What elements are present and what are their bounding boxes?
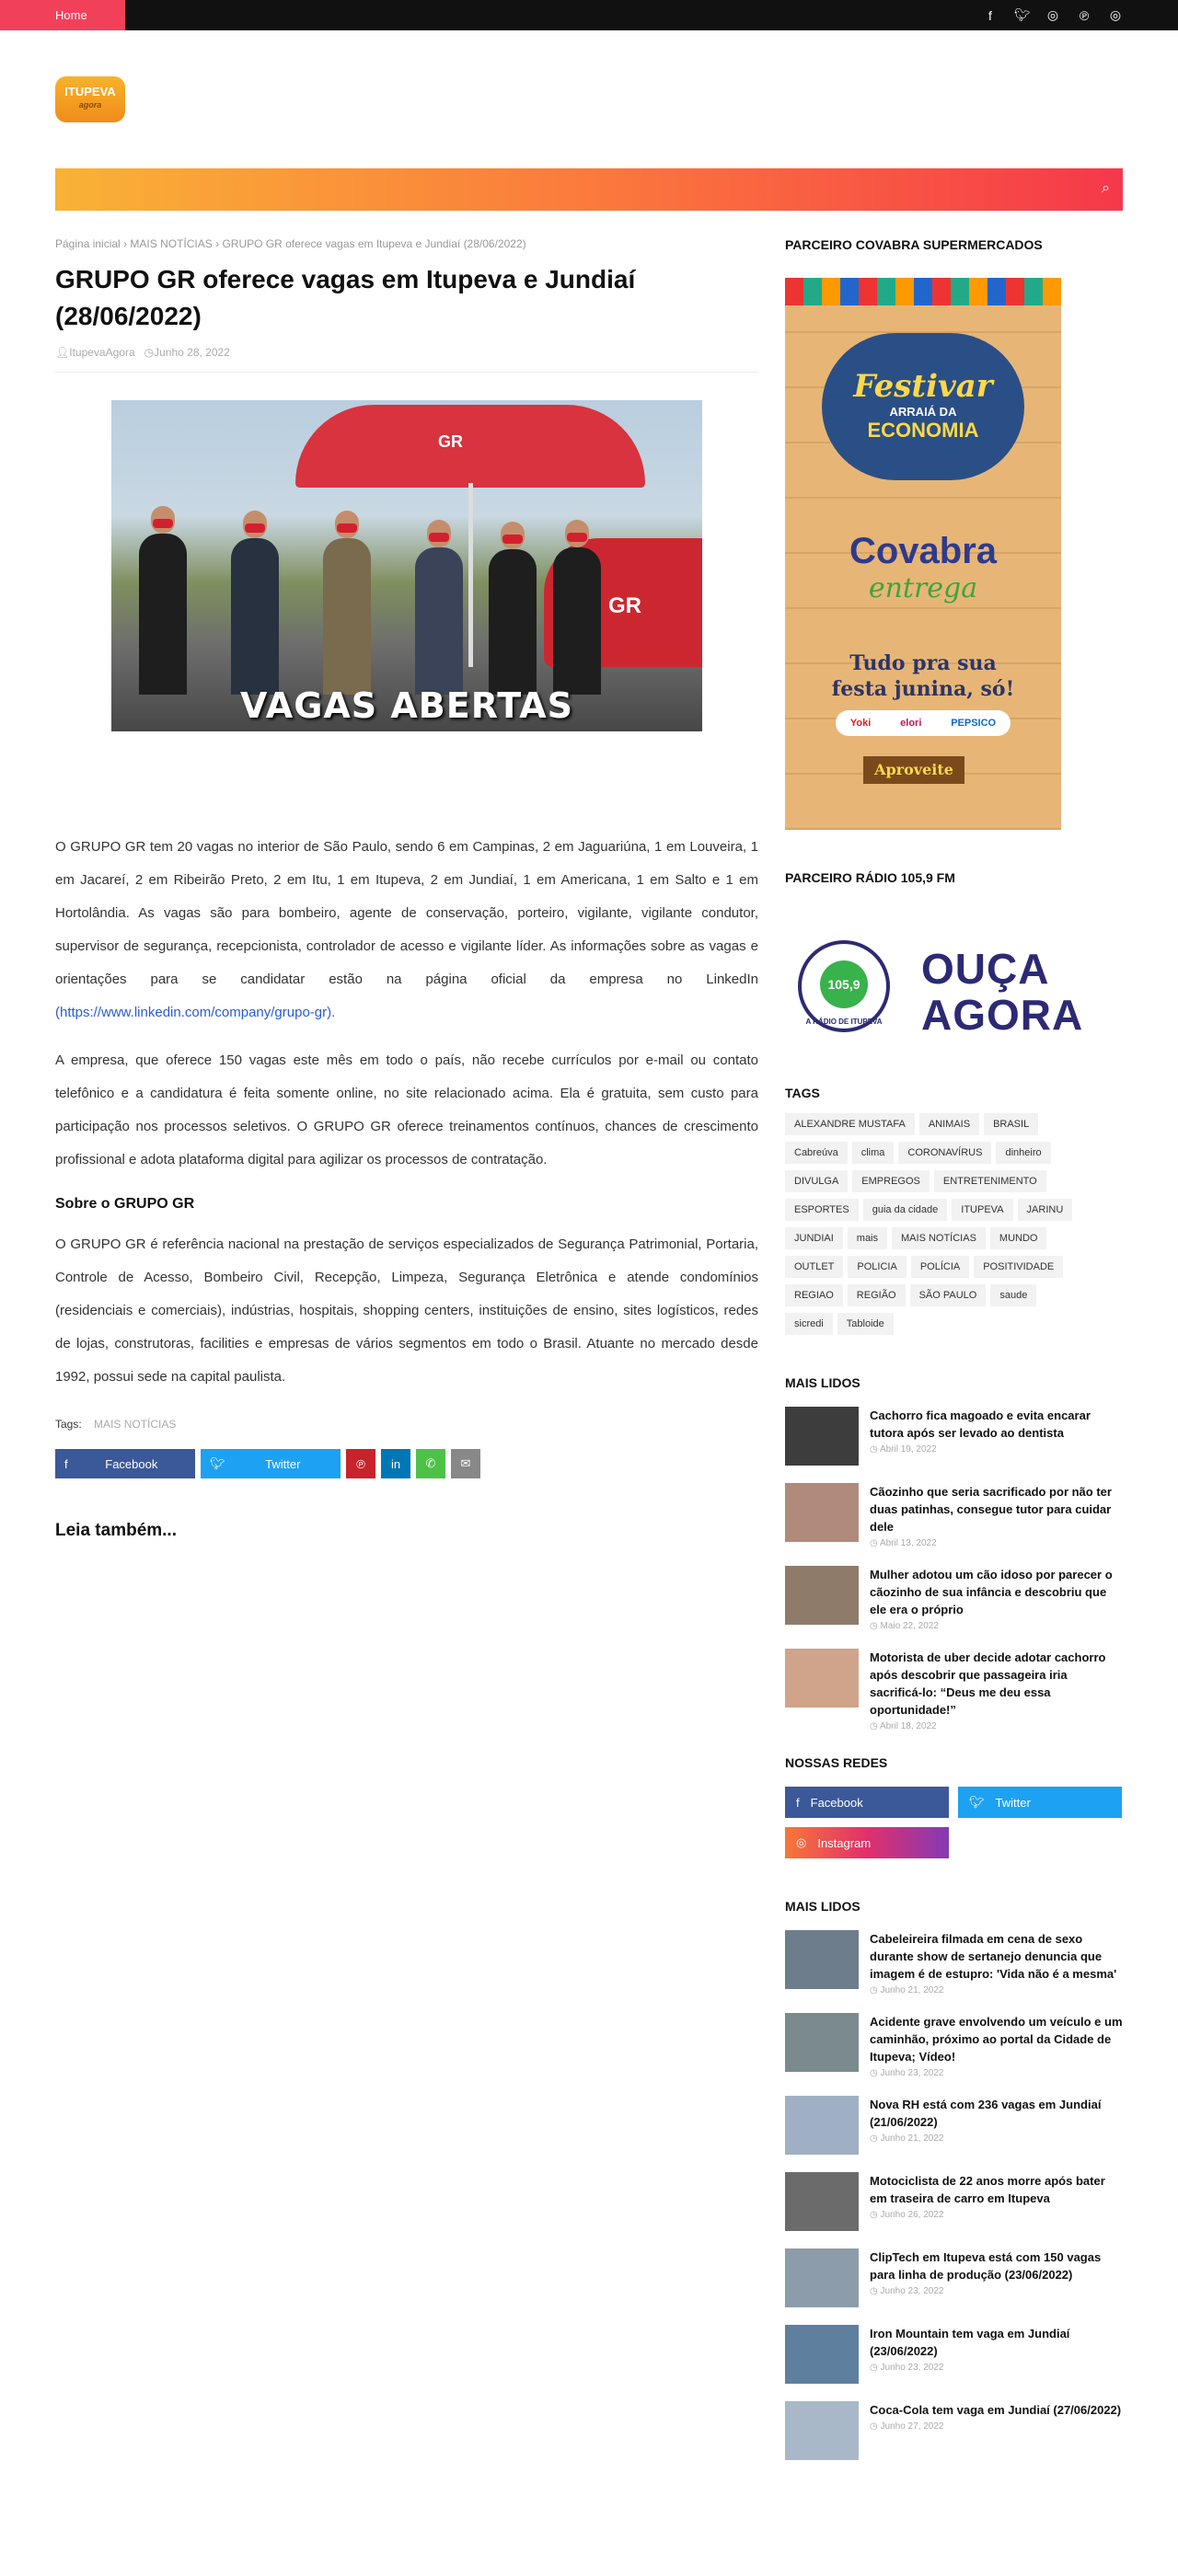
mais-lidos-list — [785, 1407, 1123, 1731]
list-item-title[interactable]: Acidente grave envolvendo um veículo e um caminhão, próximo ao portal da Cidade de Itupeva; Vídeo! — [870, 2015, 1123, 2064]
list-item[interactable] — [785, 1649, 1123, 1731]
sidebar — [785, 237, 1123, 2478]
breadcrumb-current: GRUPO GR oferece vagas em Itupeva e Jundiaí (28/06/2022) — [222, 237, 526, 250]
list-item-date: ◷ Abril 18, 2022 — [870, 1721, 937, 1731]
list-item-date: ◷ Junho 23, 2022 — [870, 2363, 944, 2373]
linkedin-link[interactable]: (https://www.linkedin.com/company/grupo-gr). — [55, 1005, 336, 1020]
logo-line2: agora — [78, 100, 102, 109]
post-thumbnail[interactable] — [785, 2401, 859, 2460]
post-tags — [55, 1418, 758, 1431]
person-figure — [231, 538, 279, 695]
post-tag[interactable]: MAIS NOTÍCIAS — [94, 1418, 177, 1431]
breadcrumb-separator: › — [123, 237, 128, 250]
tag-item[interactable]: EMPREGOS — [852, 1170, 930, 1192]
list-item[interactable] — [785, 1407, 1123, 1466]
article-paragraph: O GRUPO GR é referência nacional na prestação de serviços especializados de Segurança Patrimonial, Portaria, Controle de Acesso, Bombeiro Civil, Recepção, Limpeza, Segurança Eletrônica e atende condomínios (residenciais e comerciais), indústrias, hospitais, shopping centers, instituições de ensino, sites logísticos, redes de lojas, construtoras, facilities e empresas de vários segmentos em todo o Brasil. Atuante no mercado desde 1992, possui sede na capital paulista. — [55, 1236, 758, 1385]
ouca-line2: AGORA — [921, 991, 1084, 1039]
post-thumbnail[interactable] — [785, 1407, 859, 1466]
instagram-icon: ◎ — [796, 1835, 807, 1849]
top-bar — [0, 0, 1178, 30]
bunting-decoration — [785, 278, 1061, 305]
nossas-redes-buttons — [785, 1787, 1123, 1858]
brand-yoki: Yoki — [849, 718, 872, 729]
instagram-icon[interactable]: ◎ — [1046, 7, 1059, 22]
tag-item[interactable]: OUTLET — [785, 1256, 843, 1278]
list-item-date-text: Junho 26, 2022 — [880, 2210, 944, 2220]
list-item[interactable] — [785, 2401, 1123, 2460]
author[interactable] — [55, 346, 135, 359]
brand-elori: elori — [900, 718, 922, 729]
share-bar — [55, 1449, 758, 1478]
tudo-line1: Tudo pra sua — [849, 651, 997, 675]
linkedin-icon: in — [390, 1456, 401, 1471]
covabra-text: Covabra — [849, 531, 998, 571]
search-icon[interactable]: ⌕ — [1102, 180, 1110, 196]
user-icon: 👤︎ — [55, 346, 70, 359]
brand-pepsico: PEPSICO — [951, 718, 997, 729]
home-link[interactable]: Home — [0, 0, 120, 30]
list-item[interactable] — [785, 2172, 1123, 2231]
tag-item[interactable]: REGIAO — [785, 1284, 843, 1306]
article-paragraph: A empresa, que oferece 150 vagas este mês em todo o país, não recebe currículos por e-mail ou contato telefônico e a candidatura é feita somente online, no site relacionado acima. Ela é gratuita, sem custo para participação nos processos seletivos. O GRUPO GR oferece treinamentos contínuos, chances de crescimento profissional e adota plataforma digital para agilizar os processos de contratação. — [55, 1052, 758, 1167]
tag-item[interactable]: Tabloide — [837, 1313, 894, 1335]
tag-item[interactable]: ANIMAIS — [919, 1113, 979, 1135]
list-item-date-text: Junho 21, 2022 — [880, 1985, 944, 1995]
radio-ad-banner[interactable] — [785, 926, 1123, 1045]
list-item-title[interactable]: Cachorro fica magoado e evita encarar tutora após ser levado ao dentista — [870, 1409, 1091, 1440]
breadcrumb-separator: › — [215, 237, 220, 250]
twitter-follow-label: Twitter — [995, 1795, 1031, 1810]
list-item[interactable] — [785, 1483, 1123, 1548]
list-item-date: ◷ Junho 21, 2022 — [870, 2133, 944, 2144]
post-date-text: Junho 28, 2022 — [154, 346, 230, 359]
tag-item[interactable]: saude — [990, 1284, 1036, 1306]
person-figure — [489, 549, 537, 695]
list-item-date-text: Junho 23, 2022 — [880, 2363, 944, 2373]
twitter-icon[interactable]: 🐦︎ — [1014, 7, 1031, 22]
home-notch — [120, 0, 125, 30]
share-linkedin-button[interactable] — [381, 1449, 410, 1478]
hero-image — [111, 400, 702, 731]
clock-icon: ◷ — [144, 346, 155, 359]
post-thumbnail[interactable] — [785, 2172, 859, 2231]
person-figure — [323, 538, 371, 695]
facebook-icon: f — [796, 1795, 800, 1810]
list-item-date-text: Abril 13, 2022 — [879, 1538, 937, 1548]
whatsapp-icon: ✆ — [425, 1456, 436, 1470]
facebook-follow-label: Facebook — [810, 1795, 863, 1810]
list-item-title[interactable]: Coca-Cola tem vaga em Jundiaí (27/06/2022) — [870, 2403, 1122, 2417]
radio-slogan: A RÁDIO DE ITUPEVA — [805, 1018, 883, 1026]
tags-widget-title: TAGS — [785, 1086, 820, 1100]
list-item-date: ◷ Abril 19, 2022 — [870, 1444, 937, 1455]
mais-lidos-list-2 — [785, 1930, 1123, 2460]
list-item[interactable] — [785, 1930, 1123, 1995]
list-item-date: ◷ Abril 13, 2022 — [870, 1538, 937, 1548]
twitter-icon: 🐦︎ — [210, 1456, 225, 1470]
post-title: GRUPO GR oferece vagas em Itupeva e Jundiaí (28/06/2022) — [55, 265, 636, 330]
facebook-icon: f — [64, 1456, 68, 1471]
tag-item[interactable]: CORONAVÍRUS — [898, 1142, 991, 1164]
list-item-date: ◷ Junho 26, 2022 — [870, 2210, 944, 2220]
tag-item[interactable]: ENTRETENIMENTO — [934, 1170, 1046, 1192]
radio-widget-title: PARCEIRO RÁDIO 105,9 FM — [785, 870, 955, 885]
instagram-follow-button[interactable] — [785, 1827, 949, 1858]
aproveite-button[interactable]: Aproveite — [863, 756, 964, 784]
tag-item[interactable]: ESPORTES — [785, 1199, 859, 1221]
tag-item[interactable]: SÃO PAULO — [910, 1284, 987, 1306]
nossas-redes-title: NOSSAS REDES — [785, 1755, 888, 1770]
post-thumbnail[interactable] — [785, 2325, 859, 2384]
article-paragraph — [55, 831, 758, 1029]
list-item-date: ◷ Junho 23, 2022 — [870, 2286, 944, 2296]
mais-lidos-title-2: MAIS LIDOS — [785, 1899, 860, 1914]
list-item-date: ◷ Junho 21, 2022 — [870, 1985, 944, 1995]
list-item-title[interactable]: Iron Mountain tem vaga em Jundiaí (23/06/2022) — [870, 2327, 1070, 2358]
list-item[interactable] — [785, 2013, 1123, 2078]
tag-item[interactable]: ALEXANDRE MUSTAFA — [785, 1113, 915, 1135]
instagram-icon[interactable]: ◎ — [1109, 7, 1122, 22]
arraia-text: ARRAIÁ DA — [889, 405, 957, 419]
covabra-widget-title: PARCEIRO COVABRA SUPERMERCADOS — [785, 237, 1043, 252]
covabra-ad-banner[interactable] — [785, 278, 1061, 830]
list-item-date-text: Junho 23, 2022 — [880, 2068, 944, 2078]
person-figure — [139, 534, 187, 695]
tudo-line2: festa junina, só! — [831, 677, 1015, 701]
author-name: ItupevaAgora — [69, 346, 135, 359]
tag-item[interactable]: JUNDIAI — [785, 1227, 843, 1249]
mais-lidos-title: MAIS LIDOS — [785, 1375, 860, 1390]
post-thumbnail[interactable] — [785, 1930, 859, 1989]
tag-cloud — [785, 1113, 1089, 1335]
post-thumbnail[interactable] — [785, 1483, 859, 1542]
tag-item[interactable]: DIVULGA — [785, 1170, 848, 1192]
pinterest-icon[interactable]: ℗ — [1079, 7, 1090, 23]
list-item-title[interactable]: Motorista de uber decide adotar cachorro após descobrir que passageira iria sacrificá-lo: “Deus me deu essa oportunidade!” — [870, 1650, 1106, 1717]
radio-logo — [798, 940, 890, 1032]
twitter-follow-button[interactable] — [958, 1787, 1122, 1818]
post-thumbnail[interactable] — [785, 1566, 859, 1625]
person-figure — [553, 547, 601, 695]
ouca-agora-text — [921, 946, 1083, 1038]
tag-item[interactable]: sicredi — [785, 1313, 833, 1335]
tag-item[interactable]: ITUPEVA — [952, 1199, 1012, 1221]
tag-item[interactable]: POSITIVIDADE — [974, 1256, 1063, 1278]
post-meta — [55, 346, 758, 373]
share-facebook-button[interactable] — [55, 1449, 195, 1478]
car-label: GR — [608, 593, 641, 618]
list-item-title[interactable]: Cabeleireira filmada em cena de sexo durante show de sertanejo denuncia que imagem é de estupro: 'Vida não é a mesma' — [870, 1932, 1117, 1981]
article-subheading: Sobre o GRUPO GR — [55, 1196, 195, 1212]
facebook-follow-button[interactable] — [785, 1787, 949, 1818]
list-item-title[interactable]: Nova RH está com 236 vagas em Jundiaí (21/06/2022) — [870, 2098, 1102, 2129]
umbrella-pole — [468, 483, 473, 667]
hero-caption: VAGAS ABERTAS — [239, 685, 574, 726]
tag-item[interactable]: POLICIA — [848, 1256, 906, 1278]
logo-line1: ITUPEVA — [64, 85, 116, 98]
twitter-icon: 🐦︎ — [969, 1795, 985, 1809]
festivar-badge — [822, 333, 1024, 480]
ouca-line1: OUÇA — [921, 945, 1050, 993]
instagram-follow-label: Instagram — [817, 1835, 872, 1850]
share-email-button[interactable] — [451, 1449, 480, 1478]
list-item[interactable] — [785, 1566, 1123, 1631]
tags-label: Tags: — [55, 1418, 82, 1431]
list-item-date-text: Junho 23, 2022 — [880, 2286, 944, 2296]
tag-item[interactable]: MUNDO — [990, 1227, 1047, 1249]
tudo-text — [785, 650, 1061, 702]
breadcrumb-home[interactable]: Página inicial — [55, 237, 121, 250]
list-item-date: ◷ Maio 22, 2022 — [870, 1621, 939, 1631]
list-item-date: ◷ Junho 23, 2022 — [870, 2068, 944, 2078]
breadcrumb-category[interactable]: MAIS NOTÍCIAS — [130, 237, 213, 250]
tag-item[interactable]: REGIÃO — [848, 1284, 906, 1306]
tag-item[interactable]: JARINU — [1018, 1199, 1073, 1221]
list-item-title[interactable]: Mulher adotou um cão idoso por parecer o cãozinho de sua infância e descobriu que ele era o próprio — [870, 1568, 1113, 1616]
list-item-date-text: Junho 21, 2022 — [880, 2133, 944, 2144]
envelope-icon: ✉ — [460, 1456, 471, 1470]
post-date — [144, 346, 230, 359]
list-item[interactable] — [785, 2325, 1123, 2384]
article-body — [55, 831, 758, 1394]
tag-item[interactable]: guia da cidade — [863, 1199, 948, 1221]
tag-item[interactable]: dinheiro — [996, 1142, 1050, 1164]
person-figure — [415, 547, 463, 695]
entrega-text: entrega — [868, 572, 978, 604]
tag-item[interactable]: Cabreúva — [785, 1142, 848, 1164]
tag-item[interactable]: POLÍCIA — [911, 1256, 969, 1278]
tag-item[interactable]: clima — [852, 1142, 895, 1164]
share-facebook-label: Facebook — [105, 1456, 158, 1471]
share-twitter-label: Twitter — [265, 1456, 301, 1471]
post-thumbnail[interactable] — [785, 2096, 859, 2155]
facebook-icon[interactable]: f — [988, 7, 992, 23]
economia-text: ECONOMIA — [867, 419, 979, 442]
site-logo[interactable] — [55, 76, 125, 122]
paragraph-text: O GRUPO GR tem 20 vagas no interior de São Paulo, sendo 6 em Campinas, 2 em Jaguariúna, 1 em Louveira, 1 em Jacareí, 2 em Ribeirão Preto, 2 em Itu, 1 em Itupeva, 2 em Jundiaí, 1 em Americana, 1 em Salto e 1 em Hortolândia. As vagas são para bombeiro, agente de conservação, porteiro, vigilante, vigilante condutor, supervisor de segurança, recepcionista, controlador de acesso e vigilante líder. As informações sobre as vagas e orientações para se candidatar estão na página oficial da empresa no LinkedIn — [55, 839, 758, 987]
tag-item[interactable]: MAIS NOTÍCIAS — [892, 1227, 986, 1249]
post-thumbnail[interactable] — [785, 2248, 859, 2307]
radio-frequency: 105,9 — [820, 960, 868, 1008]
list-item-date-text: Maio 22, 2022 — [880, 1621, 939, 1631]
list-item-date: ◷ Junho 27, 2022 — [870, 2421, 944, 2432]
top-social-links — [983, 0, 1123, 30]
list-item-title[interactable]: Motociclista de 22 anos morre após bater em traseira de carro em Itupeva — [870, 2174, 1105, 2205]
share-whatsapp-button[interactable] — [416, 1449, 445, 1478]
festivar-text: Festivar — [853, 368, 993, 405]
brand-strip — [836, 710, 1011, 736]
tag-item[interactable]: BRASIL — [984, 1113, 1038, 1135]
share-pinterest-button[interactable] — [346, 1449, 375, 1478]
share-twitter-button[interactable] — [201, 1449, 341, 1478]
list-item-title[interactable]: ClipTech em Itupeva está com 150 vagas para linha de produção (23/06/2022) — [870, 2250, 1102, 2282]
tag-item[interactable]: mais — [848, 1227, 887, 1249]
list-item[interactable] — [785, 2248, 1123, 2307]
pinterest-icon: ℗ — [356, 1456, 365, 1471]
main-nav-bar — [55, 168, 1123, 211]
breadcrumb — [55, 237, 758, 256]
list-item-title[interactable]: Cãozinho que seria sacrificado por não ter duas patinhas, consegue tutor para cuidar dele — [870, 1485, 1112, 1534]
umbrella-label: GR — [438, 432, 463, 451]
list-item[interactable] — [785, 2096, 1123, 2155]
post-thumbnail[interactable] — [785, 2013, 859, 2072]
list-item-date-text: Abril 18, 2022 — [879, 1721, 937, 1731]
list-item-date-text: Abril 19, 2022 — [879, 1444, 937, 1455]
main-content — [55, 237, 758, 1541]
post-thumbnail[interactable] — [785, 1649, 859, 1708]
related-heading: Leia também... — [55, 1521, 177, 1540]
list-item-date-text: Junho 27, 2022 — [880, 2421, 944, 2432]
umbrella-graphic — [295, 405, 645, 488]
